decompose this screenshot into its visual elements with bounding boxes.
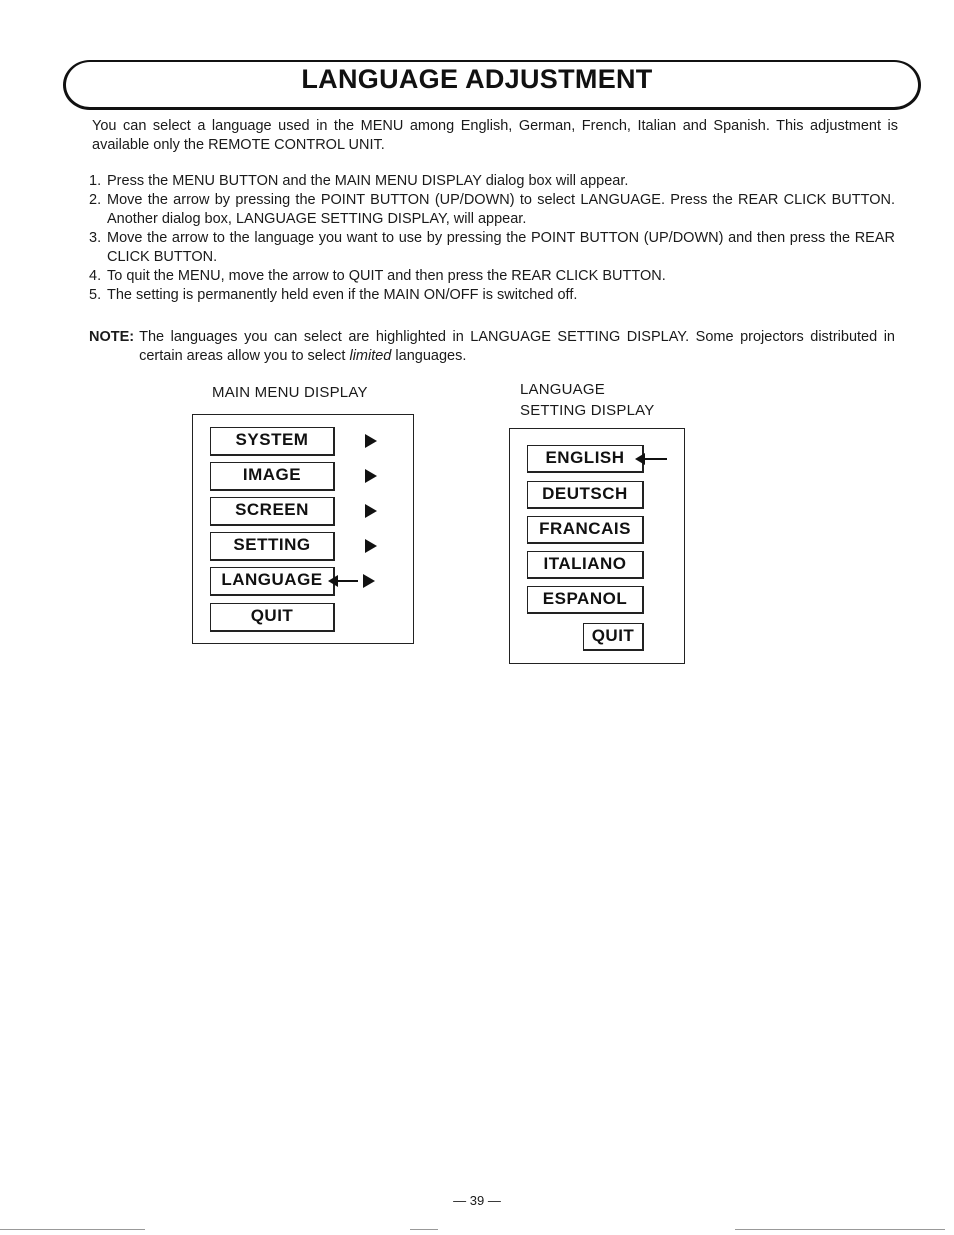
page-number: — 39 — <box>453 1193 501 1208</box>
step-text: The setting is permanently held even if the MAIN ON/OFF is switched off. <box>107 287 578 303</box>
pointer-arrow-icon <box>641 458 667 460</box>
note-text: The languages you can select are highlighted in LANGUAGE SETTING DISPLAY. Some projectors distributed in certain areas allow you to select <box>139 329 895 364</box>
page-title: LANGUAGE ADJUSTMENT <box>301 64 653 94</box>
play-icon <box>365 434 377 448</box>
scan-artifact <box>410 1229 438 1230</box>
menu-item-quit[interactable]: QUIT <box>210 603 335 632</box>
pointer-arrow-icon <box>334 580 358 582</box>
language-item-francais[interactable]: FRANCAIS <box>527 516 644 544</box>
step-number: 2. <box>89 192 102 208</box>
note-emphasis: limited <box>349 348 392 364</box>
play-icon <box>365 504 377 518</box>
intro-paragraph: You can select a language used in the MENU among English, German, French, Italian and Spanish. This adjustment is available only the REMOTE CONTROL UNIT. <box>92 118 898 153</box>
language-item-deutsch[interactable]: DEUTSCH <box>527 481 644 509</box>
step-number: 3. <box>89 230 102 246</box>
language-item-espanol[interactable]: ESPANOL <box>527 586 644 614</box>
note-text-end: languages. <box>391 348 467 364</box>
step-item <box>89 229 895 267</box>
main-menu-caption: MAIN MENU DISPLAY <box>212 384 368 401</box>
scan-artifact <box>735 1229 945 1230</box>
step-text: To quit the MENU, move the arrow to QUIT and then press the REAR CLICK BUTTON. <box>107 268 666 284</box>
step-text: Press the MENU BUTTON and the MAIN MENU DISPLAY dialog box will appear. <box>107 173 629 189</box>
step-text: Move the arrow to the language you want to use by pressing the POINT BUTTON (UP/DOWN) and then press the REAR CLICK BUTTON. <box>107 230 895 265</box>
menu-item-screen[interactable]: SCREEN <box>210 497 335 526</box>
language-item-english[interactable]: ENGLISH <box>527 445 644 473</box>
language-menu-caption-line1: LANGUAGE <box>520 381 605 398</box>
step-number: 4. <box>89 268 102 284</box>
note <box>89 328 895 366</box>
step-item <box>89 286 895 305</box>
step-item <box>89 172 895 191</box>
steps-list <box>89 172 895 305</box>
step-number: 1. <box>89 173 102 189</box>
step-number: 5. <box>89 287 102 303</box>
language-item-quit[interactable]: QUIT <box>583 623 644 651</box>
menu-item-language[interactable]: LANGUAGE <box>210 567 335 596</box>
play-icon <box>365 539 377 553</box>
step-item <box>89 267 895 286</box>
play-icon <box>363 574 375 588</box>
note-body <box>134 328 895 366</box>
menu-item-setting[interactable]: SETTING <box>210 532 335 561</box>
menu-item-image[interactable]: IMAGE <box>210 462 335 491</box>
menu-item-system[interactable]: SYSTEM <box>210 427 335 456</box>
step-item <box>89 191 895 229</box>
scan-artifact <box>0 1229 145 1230</box>
play-icon <box>365 469 377 483</box>
note-label: NOTE: <box>89 329 135 345</box>
language-menu-caption-line2: SETTING DISPLAY <box>520 402 655 419</box>
step-text: Move the arrow by pressing the POINT BUTTON (UP/DOWN) to select LANGUAGE. Press the REAR CLICK BUTTON. Another dialog box, LANGUAGE SETTING DISPLAY, will appear. <box>107 192 895 227</box>
language-item-italiano[interactable]: ITALIANO <box>527 551 644 579</box>
